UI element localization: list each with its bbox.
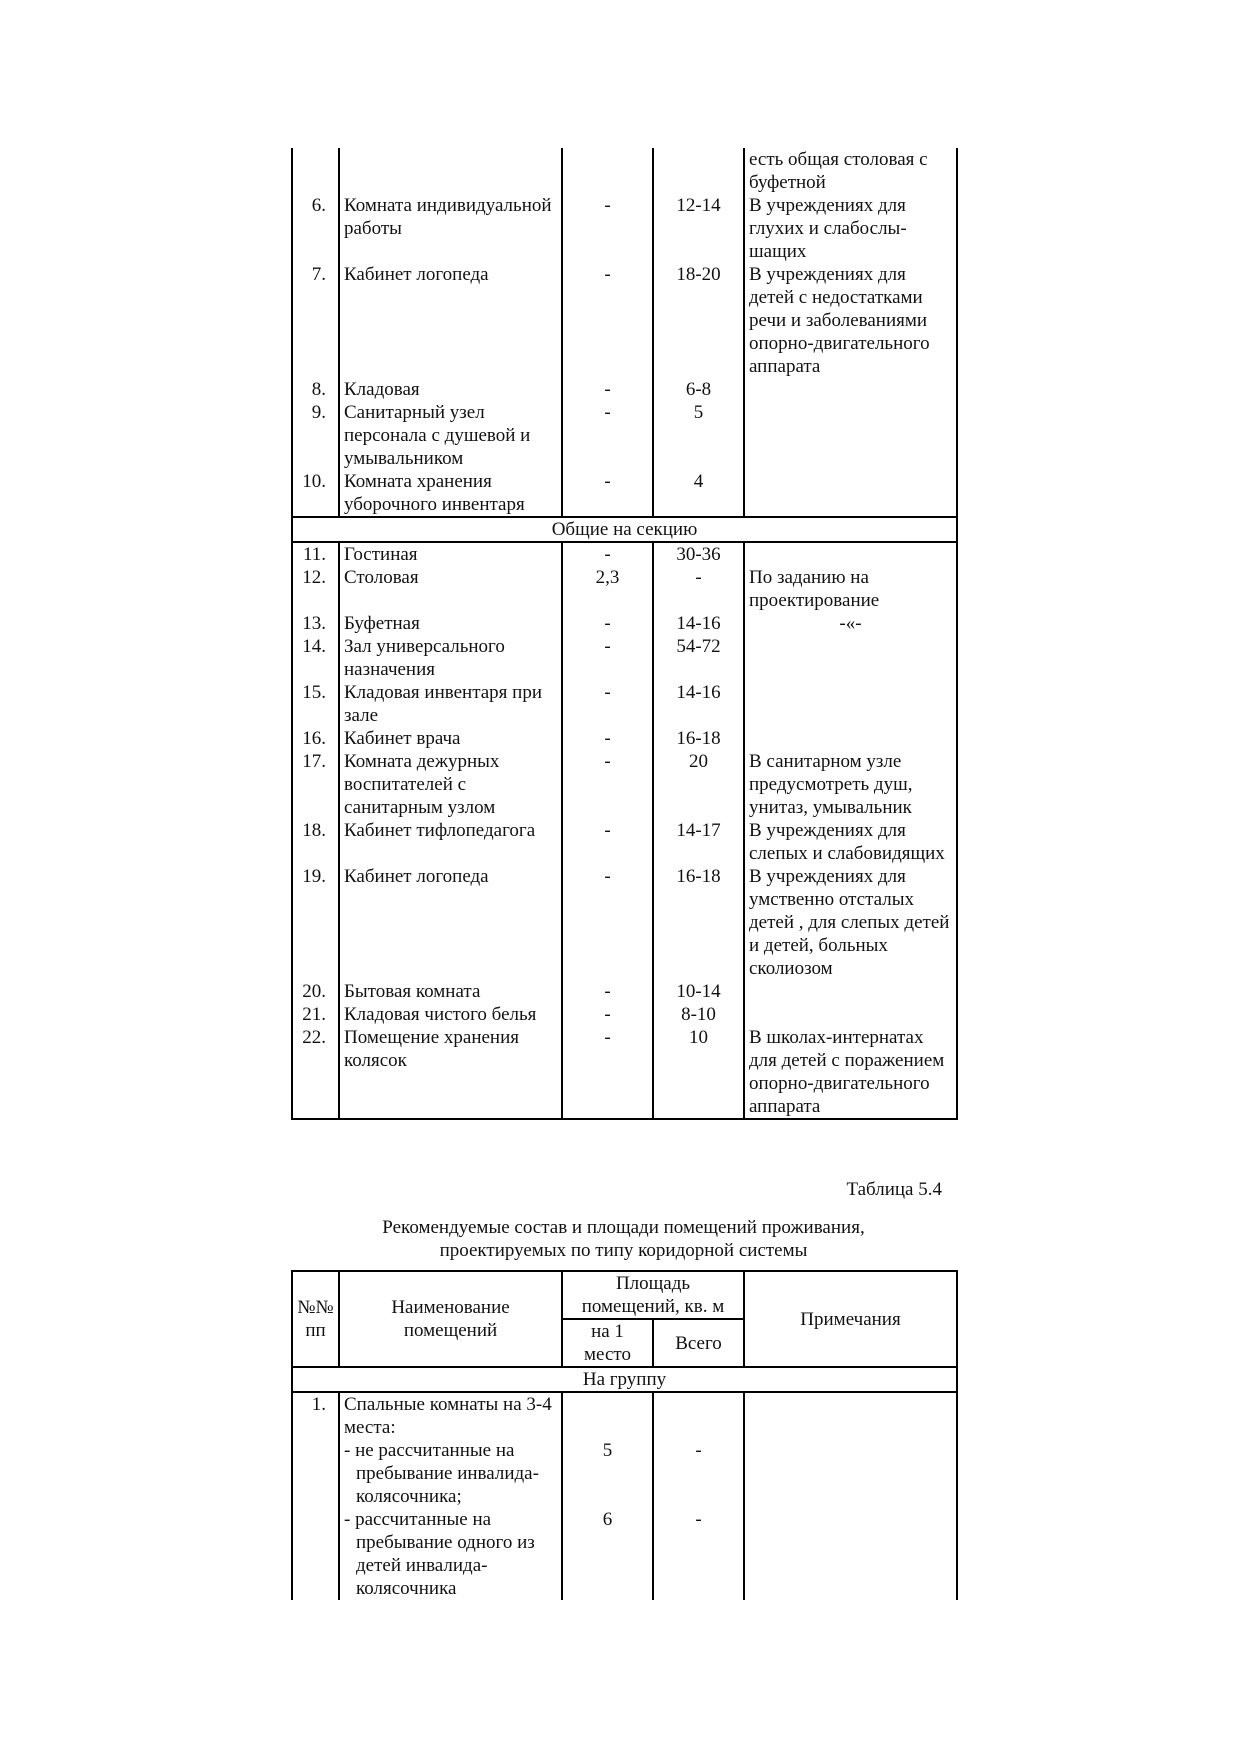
row-num: 8.: [292, 378, 339, 401]
row-note: [744, 542, 957, 566]
row-num: 1.: [292, 1392, 339, 1439]
row-note: В учреждениях для слепых и слабовидящих: [744, 819, 957, 865]
row-total: 18-20: [653, 263, 744, 378]
row-per-place: -: [562, 635, 653, 681]
table-row: [292, 1003, 957, 1026]
row-name: Столовая: [339, 566, 562, 612]
row-per-place: -: [562, 1003, 653, 1026]
residence-rooms-table: [291, 1270, 958, 1600]
table-row: [292, 1508, 957, 1600]
row-per-place: 6: [562, 1508, 653, 1600]
row-name: Кабинет логопеда: [339, 865, 562, 980]
table-row: [292, 542, 957, 566]
row-total: 54-72: [653, 635, 744, 681]
row-num: 11.: [292, 542, 339, 566]
row-num: 14.: [292, 635, 339, 681]
header-area: Площадь помещений, кв. м: [562, 1271, 744, 1319]
row-per-place: -: [562, 980, 653, 1003]
row-note: [744, 727, 957, 750]
row-num: 9.: [292, 401, 339, 470]
table-row: [292, 980, 957, 1003]
row-num: 10.: [292, 470, 339, 517]
row-note: В учреждениях для детей с недостатками речи и заболеваниями опорно-двигательного аппарата: [744, 263, 957, 378]
table-row: [292, 681, 957, 727]
header-note: Примечания: [744, 1271, 957, 1367]
row-total: 4: [653, 470, 744, 517]
row-name: Зал универсального назначения: [339, 635, 562, 681]
table-row: [292, 612, 957, 635]
header-num: №№ пп: [292, 1271, 339, 1367]
row-note: По заданию на проектирование: [744, 566, 957, 612]
row-num: 18.: [292, 819, 339, 865]
row-name: Кладовая чистого белья: [339, 1003, 562, 1026]
row-total: 8-10: [653, 1003, 744, 1026]
table-row: [292, 194, 957, 263]
row-name: Кладовая: [339, 378, 562, 401]
row-name: Гостиная: [339, 542, 562, 566]
row-total: 5: [653, 401, 744, 470]
row-total: -: [653, 566, 744, 612]
row-note: [744, 1003, 957, 1026]
row-total: 10-14: [653, 980, 744, 1003]
row-total: 14-17: [653, 819, 744, 865]
row-name: Буфетная: [339, 612, 562, 635]
table-row: [292, 1439, 957, 1508]
section-title: Общие на секцию: [292, 517, 957, 542]
row-total: -: [653, 1439, 744, 1508]
row-note: В учреждениях для умственно отсталых детей , для слепых детей и детей, больных сколиозом: [744, 865, 957, 980]
row-name: - не рассчитанные на пребывание инвалида-колясочника;: [339, 1439, 562, 1508]
table-row: [292, 1026, 957, 1119]
row-num: 15.: [292, 681, 339, 727]
row-per-place: -: [562, 865, 653, 980]
row-num: 12.: [292, 566, 339, 612]
row-per-place: -: [562, 1026, 653, 1119]
row-note: есть общая столовая с буфетной: [744, 148, 957, 194]
table-row: [292, 401, 957, 470]
row-note: [744, 401, 957, 470]
row-note: [744, 980, 957, 1003]
row-num: 6.: [292, 194, 339, 263]
row-note: [744, 681, 957, 727]
table-title: [291, 1216, 956, 1262]
table-row: [292, 1392, 957, 1439]
row-num: 20.: [292, 980, 339, 1003]
row-per-place: -: [562, 819, 653, 865]
row-name: Комната хранения уборочного инвентаря: [339, 470, 562, 517]
row-name: Санитарный узел персонала с душевой и умывальником: [339, 401, 562, 470]
row-per-place: 2,3: [562, 566, 653, 612]
row-num: 21.: [292, 1003, 339, 1026]
row-per-place: -: [562, 194, 653, 263]
row-name: Комната индивидуальной работы: [339, 194, 562, 263]
row-name: Кабинет тифлопедагога: [339, 819, 562, 865]
header-name: Наименование помещений: [339, 1271, 562, 1367]
row-per-place: -: [562, 612, 653, 635]
row-num: 16.: [292, 727, 339, 750]
row-total: 30-36: [653, 542, 744, 566]
row-per-place: -: [562, 727, 653, 750]
row-num: 17.: [292, 750, 339, 819]
row-total: -: [653, 1508, 744, 1600]
table-row: [292, 566, 957, 612]
row-name: Кладовая инвентаря при зале: [339, 681, 562, 727]
row-num: 22.: [292, 1026, 339, 1119]
row-num: 13.: [292, 612, 339, 635]
table-row: [292, 470, 957, 517]
row-note: В санитарном узле предусмотреть душ, унитаз, умывальник: [744, 750, 957, 819]
table-row: [292, 635, 957, 681]
row-note: [744, 378, 957, 401]
row-name: - рассчитанные на пребывание одного из детей инвалида-колясочника: [339, 1508, 562, 1600]
row-note: [744, 635, 957, 681]
row-name: Кабинет логопеда: [339, 263, 562, 378]
row-name: Комната дежурных воспитателей с санитарным узлом: [339, 750, 562, 819]
row-per-place: -: [562, 542, 653, 566]
row-total: 14-16: [653, 681, 744, 727]
row-total: 6-8: [653, 378, 744, 401]
table-row: [292, 865, 957, 980]
header-total: Всего: [653, 1319, 744, 1367]
row-per-place: -: [562, 401, 653, 470]
rooms-table-continued: [291, 148, 958, 1120]
row-per-place: -: [562, 750, 653, 819]
row-name: Помещение хранения колясок: [339, 1026, 562, 1119]
row-note: В учреждениях для глухих и слабослы-шащих: [744, 194, 957, 263]
row-total: [653, 148, 744, 194]
table-row: [292, 727, 957, 750]
row-per-place: -: [562, 470, 653, 517]
row-total: 10: [653, 1026, 744, 1119]
table-row: [292, 750, 957, 819]
row-num: 19.: [292, 865, 339, 980]
row-per-place: 5: [562, 1439, 653, 1508]
row-total: 14-16: [653, 612, 744, 635]
row-num: 7.: [292, 263, 339, 378]
row-per-place: -: [562, 263, 653, 378]
row-per-place: -: [562, 378, 653, 401]
row-note: -«-: [744, 612, 957, 635]
table-row: [292, 819, 957, 865]
table-title-line-1: Рекомендуемые состав и площади помещений проживания,: [382, 1217, 865, 1238]
row-name: [339, 148, 562, 194]
table-row: [292, 378, 957, 401]
table-title-line-2: проектируемых по типу коридорной системы: [439, 1240, 808, 1261]
section-header-row: [292, 517, 957, 542]
row-name: Спальные комнаты на 3-4 места:: [339, 1392, 562, 1439]
row-per-place: -: [562, 681, 653, 727]
row-num: [292, 148, 339, 194]
row-total: 20: [653, 750, 744, 819]
table-row: [292, 148, 957, 194]
row-note: В школах-интернатах для детей с поражением опорно-двигательного аппарата: [744, 1026, 957, 1119]
table-label: Таблица 5.4: [846, 1179, 942, 1200]
header-per-place: на 1 место: [562, 1319, 653, 1367]
row-per-place: [562, 148, 653, 194]
row-total: 12-14: [653, 194, 744, 263]
row-name: Кабинет врача: [339, 727, 562, 750]
table-row: [292, 263, 957, 378]
row-note: [744, 470, 957, 517]
row-name: Бытовая комната: [339, 980, 562, 1003]
row-total: 16-18: [653, 727, 744, 750]
row-total: 16-18: [653, 865, 744, 980]
group-title: На группу: [292, 1367, 957, 1392]
